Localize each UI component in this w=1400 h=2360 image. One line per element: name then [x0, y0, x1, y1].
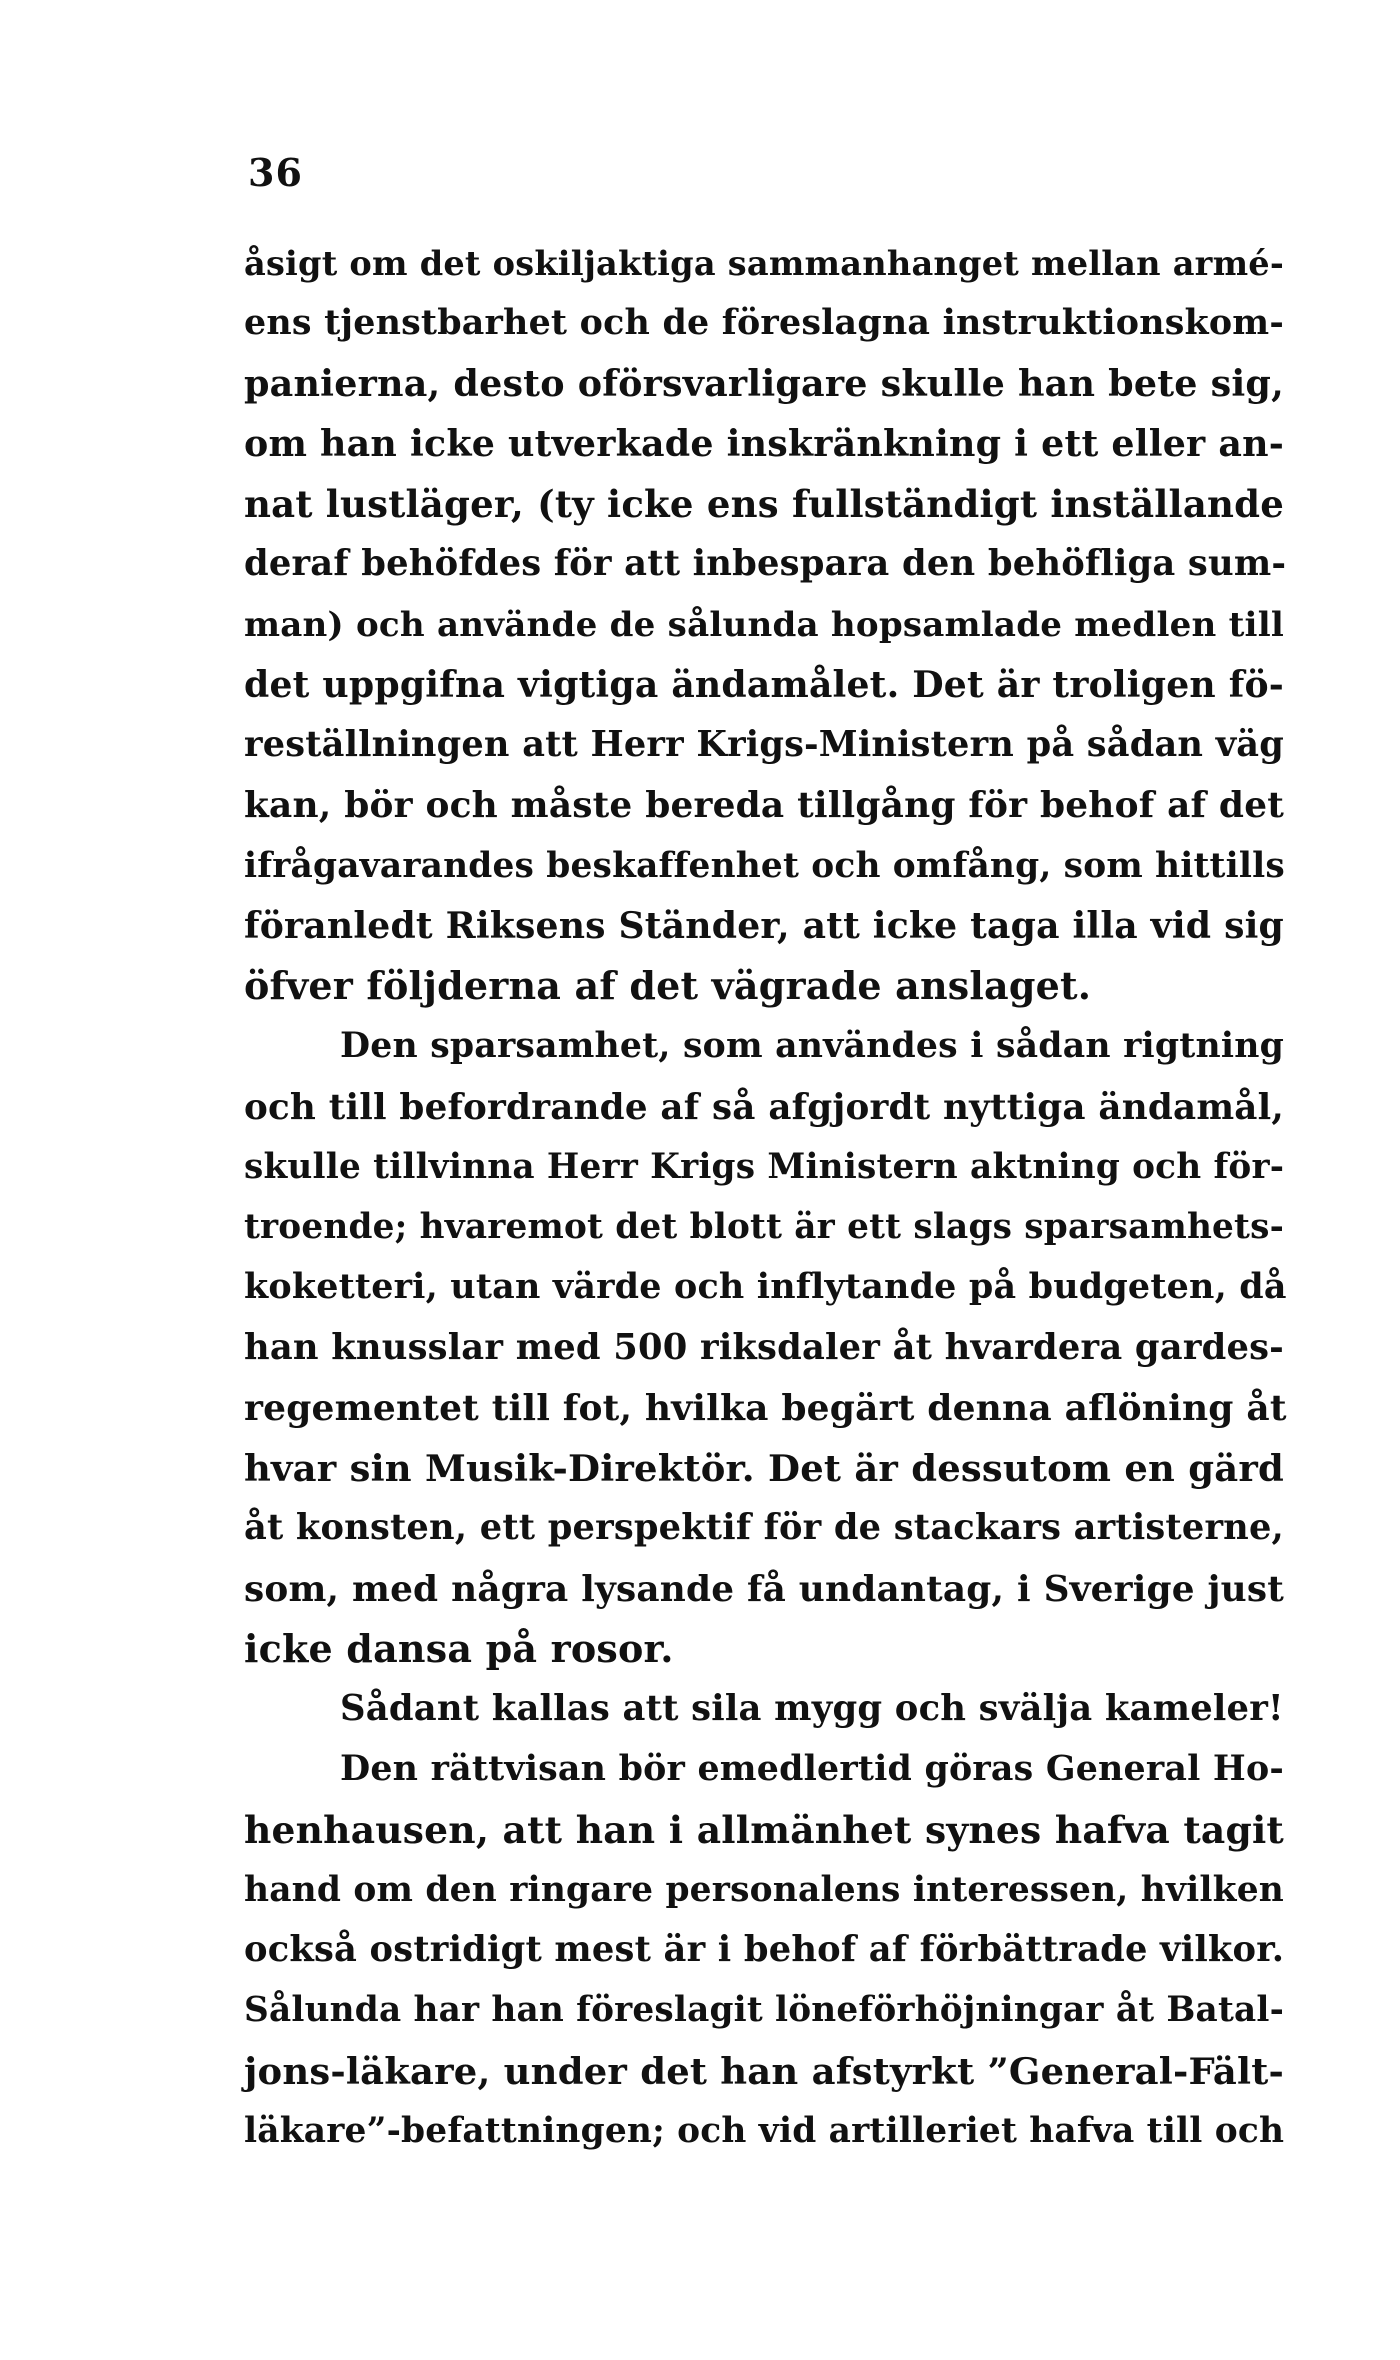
- text-line: icke dansa på rosor.: [244, 1625, 674, 1671]
- text-line: skulle tillvinna Herr Krigs Ministern aktning och för-: [244, 1146, 1285, 1187]
- page-number: 36: [248, 150, 303, 195]
- text-line: som, med några lysande få undantag, i Sverige just: [244, 1567, 1284, 1610]
- text-line: också ostridigt mest är i behof af förbättrade vilkor.: [244, 1929, 1285, 1970]
- text-line: hvar sin Musik-Direktör. Det är dessutom en gärd: [244, 1446, 1284, 1490]
- text-line: nat lustläger, (ty icke ens fullständigt inställande: [244, 482, 1284, 526]
- text-line: läkare”-befattningen; och vid artilleriet hafva till och: [244, 2110, 1285, 2151]
- text-line: jons-läkare, under det han afstyrkt ”General-Fält-: [244, 2048, 1284, 2093]
- text-line: öfver följderna af det vägrade anslaget.: [244, 963, 1092, 1008]
- text-line: åt konsten, ett perspektif för de stackars artisterne,: [244, 1507, 1284, 1549]
- text-line: regementet till fot, hvilka begärt denna aflöning åt: [244, 1386, 1287, 1429]
- body-text: [244, 233, 1287, 2161]
- text-line: reställningen att Herr Krigs-Ministern på sådan väg: [244, 724, 1284, 765]
- text-line: föranledt Riksens Ständer, att icke taga illa vid sig: [244, 903, 1284, 947]
- text-line: hand om den ringare personalens interessen, hvilken: [244, 1869, 1284, 1910]
- text-line: åsigt om det oskiljaktiga sammanhanget mellan armé-: [244, 243, 1284, 283]
- text-line: om han icke utverkade inskränkning i ett eller an-: [244, 421, 1284, 465]
- text-line: henhausen, att han i allmänhet synes hafva tagit: [244, 1807, 1284, 1852]
- text-line: koketteri, utan värde och inflytande på budgeten, då: [244, 1266, 1287, 1308]
- text-line: Den sparsamhet, som användes i sådan rigtning: [340, 1025, 1284, 1067]
- text-line: det uppgifna vigtiga ändamålet. Det är troligen fö-: [244, 662, 1284, 706]
- text-line: ens tjenstbarhet och de föreslagna instruktionskom-: [244, 302, 1284, 344]
- text-line: panierna, desto oförsvarligare skulle han bete sig,: [244, 361, 1284, 405]
- text-line: deraf behöfdes för att inbespara den behöfliga sum-: [244, 543, 1287, 585]
- text-line: kan, bör och måste bereda tillgång för behof af det: [244, 784, 1284, 827]
- text-line: troende; hvaremot det blott är ett slags sparsamhets-: [244, 1207, 1284, 1247]
- text-line: han knusslar med 500 riksdaler åt hvardera gardes-: [244, 1326, 1284, 1368]
- text-line: ifrågavarandes beskaffenhet och omfång, som hittills: [244, 845, 1285, 886]
- text-line: Sålunda har han föreslagit löneförhöjningar åt Batal-: [244, 1990, 1285, 2031]
- text-line: Sådant kallas att sila mygg och svälja kameler!: [340, 1688, 1284, 1729]
- text-line: och till befordrande af så afgjordt nyttiga ändamål,: [244, 1085, 1284, 1128]
- text-line: man) och använde de sålunda hopsamlade medlen till: [244, 604, 1284, 645]
- text-line: Den rättvisan bör emedlertid göras General Ho-: [340, 1748, 1284, 1790]
